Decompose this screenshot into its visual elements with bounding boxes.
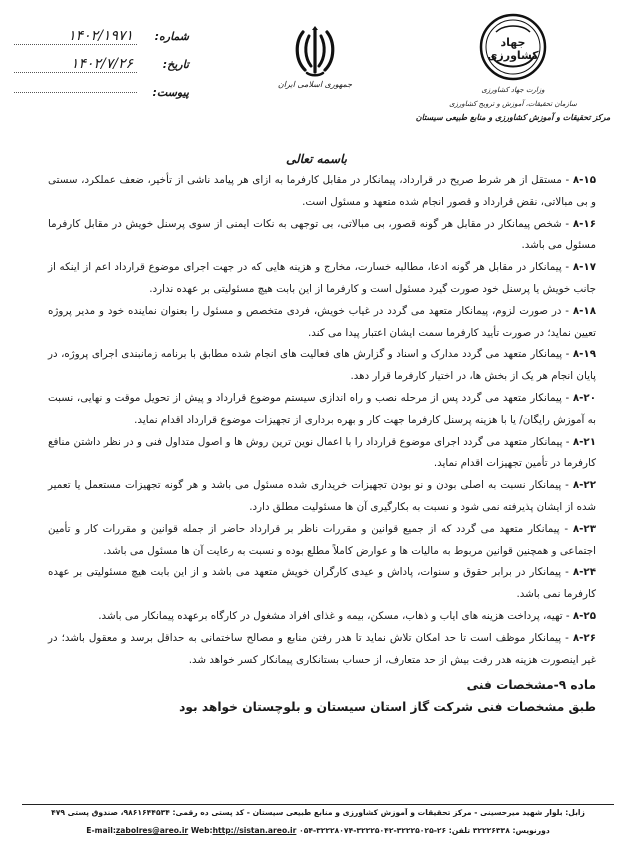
footer-divider xyxy=(22,804,614,805)
letter-body xyxy=(48,170,596,718)
footer-email-label: E-mail: xyxy=(86,826,116,835)
clause-item xyxy=(48,388,596,432)
clause-number: ۸-۲۴ xyxy=(572,566,596,579)
letterhead xyxy=(0,0,633,160)
clause-item xyxy=(48,519,596,563)
clause-number: ۸-۲۵ xyxy=(572,609,596,622)
clause-text: پیمانکار متعهد می گردد اجرای موضوع قرارداد را با اعمال نوین ترین روش ها و اصول متداول فنی و در نظر داشتن منافع کارفرما در تأمین تجهیزات اقدام نماید. xyxy=(48,435,596,470)
clause-text: مستقل از هر شرط صریح در قرارداد، پیمانکار در مقابل کارفرما به ازای هر پیامد ناشی از تأخیر، ضعف عملکرد، سستی و بی مبالاتی، نقض قرارداد و قصور انجام شده متعهد و مسئول است. xyxy=(48,174,596,208)
number-label: شماره: xyxy=(154,29,189,43)
footer-web-label: Web: xyxy=(190,826,213,835)
footer-web-group xyxy=(191,826,297,835)
clause-separator: - xyxy=(561,304,573,317)
date-label: تاریخ: xyxy=(162,57,189,71)
organization-name: سازمان تحقیقات، آموزش و ترویج کشاورزی xyxy=(449,100,577,108)
clause-number: ۸-۲۲ xyxy=(572,479,596,492)
emblem-icon xyxy=(293,26,337,78)
clause-text: پیمانکار در مقابل هر گونه ادعا، مطالبه خسارت، مخارج و هزینه هایی که در جهت اجرای موضوع قرارداد اعم از اینکه از جانب خویش یا پرسنل خود صورت گیرد مسئول است و کارفرما از این بابت هیچ مسئولیتی بر عهده ندارد. xyxy=(48,261,596,295)
clause-item xyxy=(48,475,596,519)
clause-text: در صورت لزوم، پیمانکار متعهد می گردد در غیاب خویش، فردی متخصص و مسئول را بعنوان نماینده خود و مدیر پروژه تعیین نماید؛ در صورت تأیید کارفرما سمت ایشان اعتبار پیدا می کند. xyxy=(48,304,596,339)
footer-email-link[interactable]: zabolres@areo.ir xyxy=(115,826,189,835)
clause-number: ۸-۱۷ xyxy=(572,261,596,274)
section-title: ماده ۹-مشخصات فنی xyxy=(466,678,596,693)
date-row xyxy=(14,50,189,78)
clause-separator: - xyxy=(562,435,573,448)
clause-text: تهیه، پرداخت هزینه های ایاب و ذهاب، مسکن، بیمه و غذای افراد مشغول در کارگاه برعهده پیمانکار می باشد. xyxy=(98,609,563,622)
clause-separator: - xyxy=(561,631,573,644)
clause-number: ۸-۲۶ xyxy=(572,631,597,644)
clause-item xyxy=(48,628,596,672)
attachment-value xyxy=(14,92,137,93)
reference-block xyxy=(14,22,189,106)
clause-item xyxy=(48,214,596,258)
clause-text: پیمانکار متعهد می گردد مدارک و اسناد و گزارش های فعالیت های انجام شده مطابق با برنامه زمانبندی اجرای پروژه، در پایان انجام هر یک از بخش ها، در اختیار کارفرما قرار دهد. xyxy=(48,348,596,383)
national-emblem xyxy=(270,26,360,89)
clause-item xyxy=(48,562,596,606)
clause-number: ۸-۲۳ xyxy=(572,522,596,535)
clause-separator: - xyxy=(561,391,573,404)
clause-item xyxy=(48,344,596,388)
clause-separator: - xyxy=(561,217,573,230)
footer-fax: دورنویس: ۳۲۲۲۶۳۳۸ xyxy=(472,826,550,835)
logo-title: جهاد کشاورزی xyxy=(487,36,539,62)
footer-web-link[interactable]: http://sistan.areo.ir xyxy=(212,826,297,835)
clause-separator: - xyxy=(559,522,573,535)
date-value: ۱۴۰۲/۷/۲۶ xyxy=(14,56,137,73)
number-value: ۱۴۰۲/۱۹۷۱ xyxy=(14,28,137,45)
footer-address: زابل: بلوار شهید میرحسینی - مرکز تحقیقات و آموزش کشاورزی و منابع طبیعی سیستان - کد پستی ده رقمی: ۹۸۶۱۶۴۴۵۳۴، صندوق پستی ۴۷۹ xyxy=(51,808,585,817)
clause-separator: - xyxy=(562,609,573,622)
clause-number: ۸-۱۶ xyxy=(572,217,596,230)
clause-separator: - xyxy=(561,174,573,186)
clause-number: ۸-۱۸ xyxy=(572,304,596,317)
number-row xyxy=(14,22,189,50)
clause-text: پیمانکار در برابر حقوق و سنوات، پاداش و عیدی کارگران خویش متعهد می باشد و از این بابت هیچ مسئولیتی بر عهده کارفرما نمی باشد. xyxy=(48,566,596,601)
clause-text: شخص پیمانکار در مقابل هر گونه قصور، بی مبالاتی، بی توجهی به نکات ایمنی از سوی پرسنل خویش در مقابل کارفرما مسئول می باشد. xyxy=(48,217,596,252)
attachment-label: پیوست: xyxy=(152,85,189,99)
clause-item xyxy=(48,606,596,628)
jahad-logo xyxy=(478,12,548,82)
clause-number: ۸-۲۰ xyxy=(572,391,596,404)
clause-item xyxy=(48,170,596,214)
center-name: مرکز تحقیقات و آموزش کشاورزی و منابع طبیعی سیستان xyxy=(415,113,611,122)
emblem-caption: جمهوری اسلامی ایران xyxy=(277,80,353,89)
footer-phone: تلفن: ۲۶-۳۲۲۲۵۰۲۵-۳۲۲۲۵۰۴۲-۳۲۲۲۸۰۷۴-۰۵۴ xyxy=(299,826,471,835)
footer-contact xyxy=(22,826,614,835)
clause-number: ۸-۱۹ xyxy=(572,348,597,361)
clause-separator: - xyxy=(561,566,573,579)
clause-text: پیمانکار موظف است تا حد امکان تلاش نماید تا هدر رفتن منابع و مصالح ساختمانی به حداقل برسد و معقول باشد؛ در غیر اینصورت هزینه هدر رفت بیش از حد متعارف، از حساب بستانکاری پیمانکار کسر خواهد شد. xyxy=(48,631,596,666)
salutation: باسمه تعالی xyxy=(285,152,348,166)
clause-list xyxy=(48,170,596,671)
clause-text: پیمانکار نسبت به اصلی بودن و نو بودن تجهیزات خریداری شده مسئول می باشد و هر گونه تجهیزات مستعمل یا تعمیر شده از ایشان پذیرفته نمی شود و نسبت به بکارگیری آن ها مسئولیت مطلق دارد. xyxy=(48,479,596,513)
clause-text: پیمانکار متعهد می گردد که از جمیع قوانین و مقررات ناظر بر قرارداد حاضر از جمله قوانین و مقررات کار و تأمین اجتماعی و همچنین قوانین مربوط به مالیات ها و عوارض کاملاً مطلع بوده و نسبت به رعایت آن ها مسئول می باشد. xyxy=(48,522,596,557)
section-body: طبق مشخصات فنی شرکت گاز استان سیستان و بلوچستان خواهد بود xyxy=(179,700,596,715)
clause-text: پیمانکار متعهد می گردد پس از مرحله نصب و راه اندازی سیستم موضوع قرارداد و پیش از تحویل موقت و نهایی، نسبت به آموزش رایگان/ یا با هزینه پرسنل کارفرما جهت کار و بهره برداری از تجهیزات موضوع قرارداد اقدام نماید. xyxy=(48,391,596,426)
attachment-row xyxy=(14,78,189,106)
clause-item xyxy=(48,301,596,345)
ministry-logo-block xyxy=(413,12,613,124)
footer-email-group xyxy=(86,826,191,835)
clause-number: ۸-۲۱ xyxy=(572,435,596,448)
clause-number: ۸-۱۵ xyxy=(572,174,596,186)
clause-item xyxy=(48,257,596,301)
clause-item xyxy=(48,432,596,476)
ministry-name: وزارت جهاد کشاورزی xyxy=(481,86,545,94)
clause-separator: - xyxy=(562,348,573,361)
clause-separator: - xyxy=(561,261,573,274)
clause-separator: - xyxy=(561,479,573,492)
